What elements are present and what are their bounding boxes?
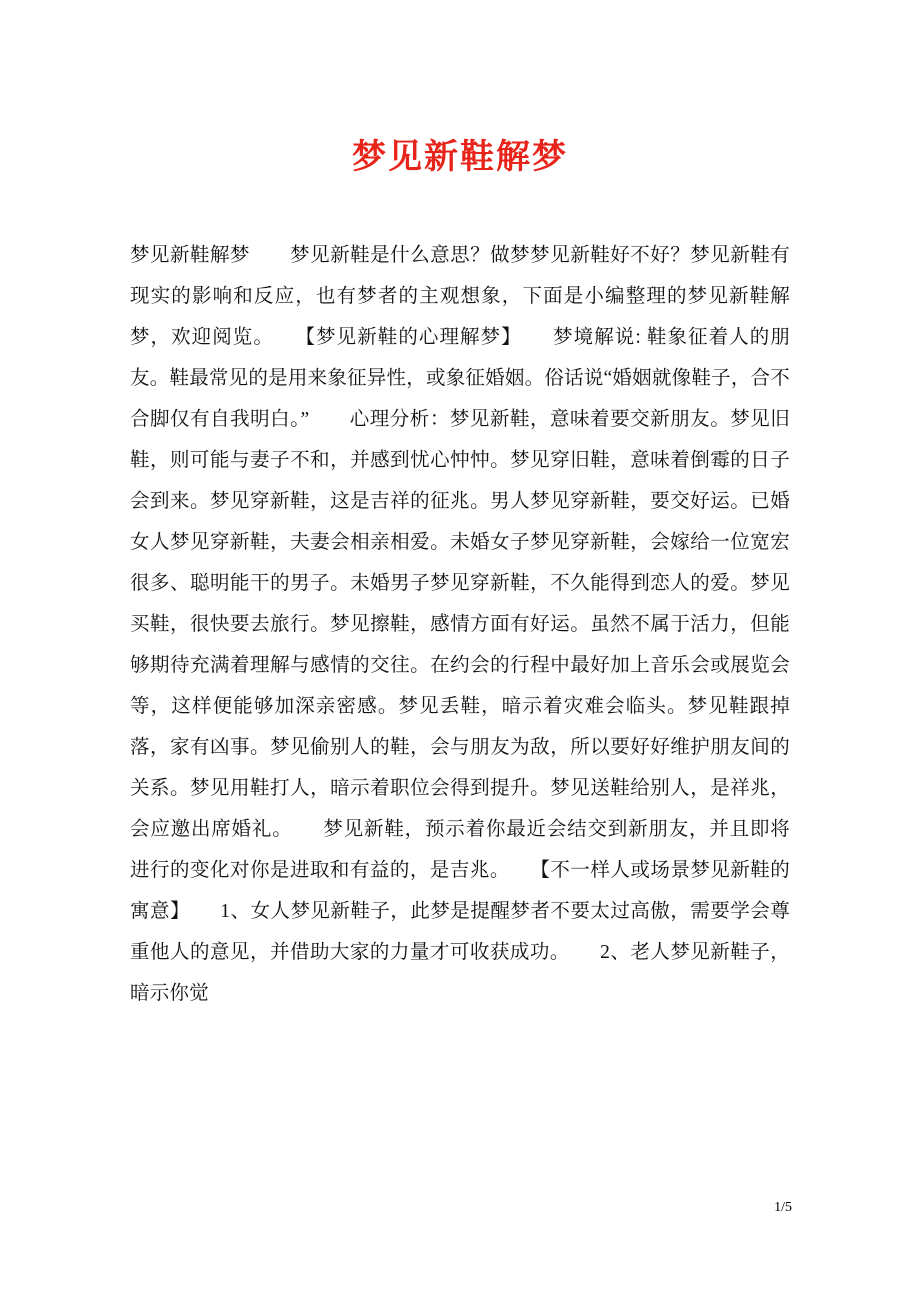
page-number-total: 5 [785, 1200, 792, 1215]
page-number-separator: / [781, 1200, 785, 1215]
page-number [774, 1200, 792, 1216]
document-body [130, 179, 790, 1014]
body-paragraph: 梦见新鞋解梦 梦见新鞋是什么意思？做梦梦见新鞋好不好？梦见新鞋有现实的影响和反应，也有梦者的主观想象，下面是小编整理的梦见新鞋解梦，欢迎阅览。 【梦见新鞋的心理解梦】 梦境解说: 鞋象征着人的朋友。鞋最常见的是用来象征异性，或象征婚姻。俗话说“婚姻就像鞋子，合不合脚仅有自我明白。” 心理分析：梦见新鞋，意味着要交新朋友。梦见旧鞋，则可能与妻子不和，并感到忧心忡忡。梦见穿旧鞋，意味着倒霉的日子会到来。梦见穿新鞋，这是吉祥的征兆。男人梦见穿新鞋，要交好运。已婚女人梦见穿新鞋，夫妻会相亲相爱。未婚女子梦见穿新鞋，会嫁给一位宽宏很多、聪明能干的男子。未婚男子梦见穿新鞋，不久能得到恋人的爱。梦见买鞋，很快要去旅行。梦见擦鞋，感情方面有好运。虽然不属于活力，但能够期待充满着理解与感情的交往。在约会的行程中最好加上音乐会或展览会等，这样便能够加深亲密感。梦见丢鞋，暗示着灾难会临头。梦见鞋跟掉落，家有凶事。梦见偷别人的鞋，会与朋友为敌，所以要好好维护朋友间的关系。梦见用鞋打人，暗示着职位会得到提升。梦见送鞋给别人，是祥兆，会应邀出席婚礼。 梦见新鞋，预示着你最近会结交到新朋友，并且即将进行的变化对你是进取和有益的，是吉兆。 【不一样人或场景梦见新鞋的寓意】 1、女人梦见新鞋子，此梦是提醒梦者不要太过高傲，需要学会尊重他人的意见，并借助大家的力量才可收获成功。 2、老人梦见新鞋子，暗示你觉 [130, 244, 790, 1004]
page-number-current: 1 [774, 1200, 782, 1215]
page-title: 梦见新鞋解梦 [352, 139, 568, 176]
